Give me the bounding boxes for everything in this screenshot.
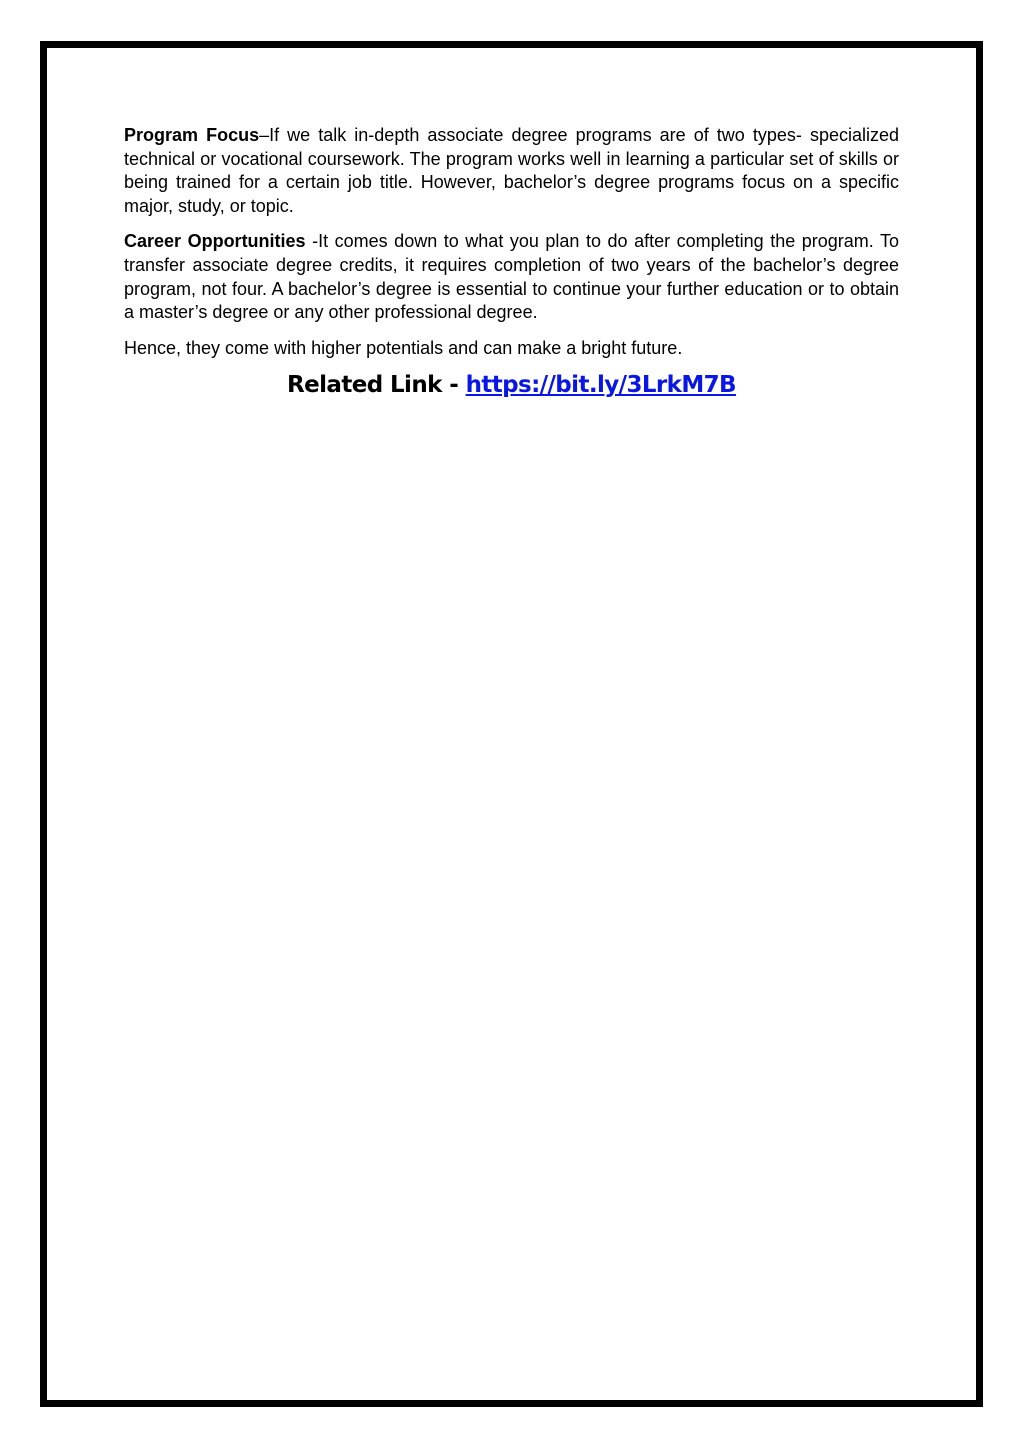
related-link[interactable]: https://bit.ly/3LrkM7B [465, 372, 736, 399]
career-opportunities-heading: Career Opportunities [124, 231, 306, 252]
conclusion-text: Hence, they come with higher potentials and can make a bright future. [124, 337, 683, 358]
paragraph-career-opportunities [124, 230, 899, 324]
paragraph-conclusion [124, 337, 899, 361]
related-link-line [124, 372, 899, 398]
career-opportunities-text: -It comes down to what you plan to do after completing the program. To transfer associate degree credits, it requires completion of two years of the bachelor’s degree program, not four. A bachelor’s degree is essential to continue your further education or to obtain a master’s degree or any other professional degree. [124, 231, 899, 323]
program-focus-heading: Program Focus [124, 125, 260, 145]
paragraph-program-focus [124, 124, 899, 218]
related-link-label: Related Link - [287, 372, 466, 399]
document-body [124, 124, 899, 398]
program-focus-text: –If we talk in-depth associate degree programs are of two types- specialized technical or vocational coursework. The program works well in learning a particular set of skills or being trained for a certain job title. However, bachelor’s degree programs focus on a specific major, study, or topic. [124, 125, 899, 216]
